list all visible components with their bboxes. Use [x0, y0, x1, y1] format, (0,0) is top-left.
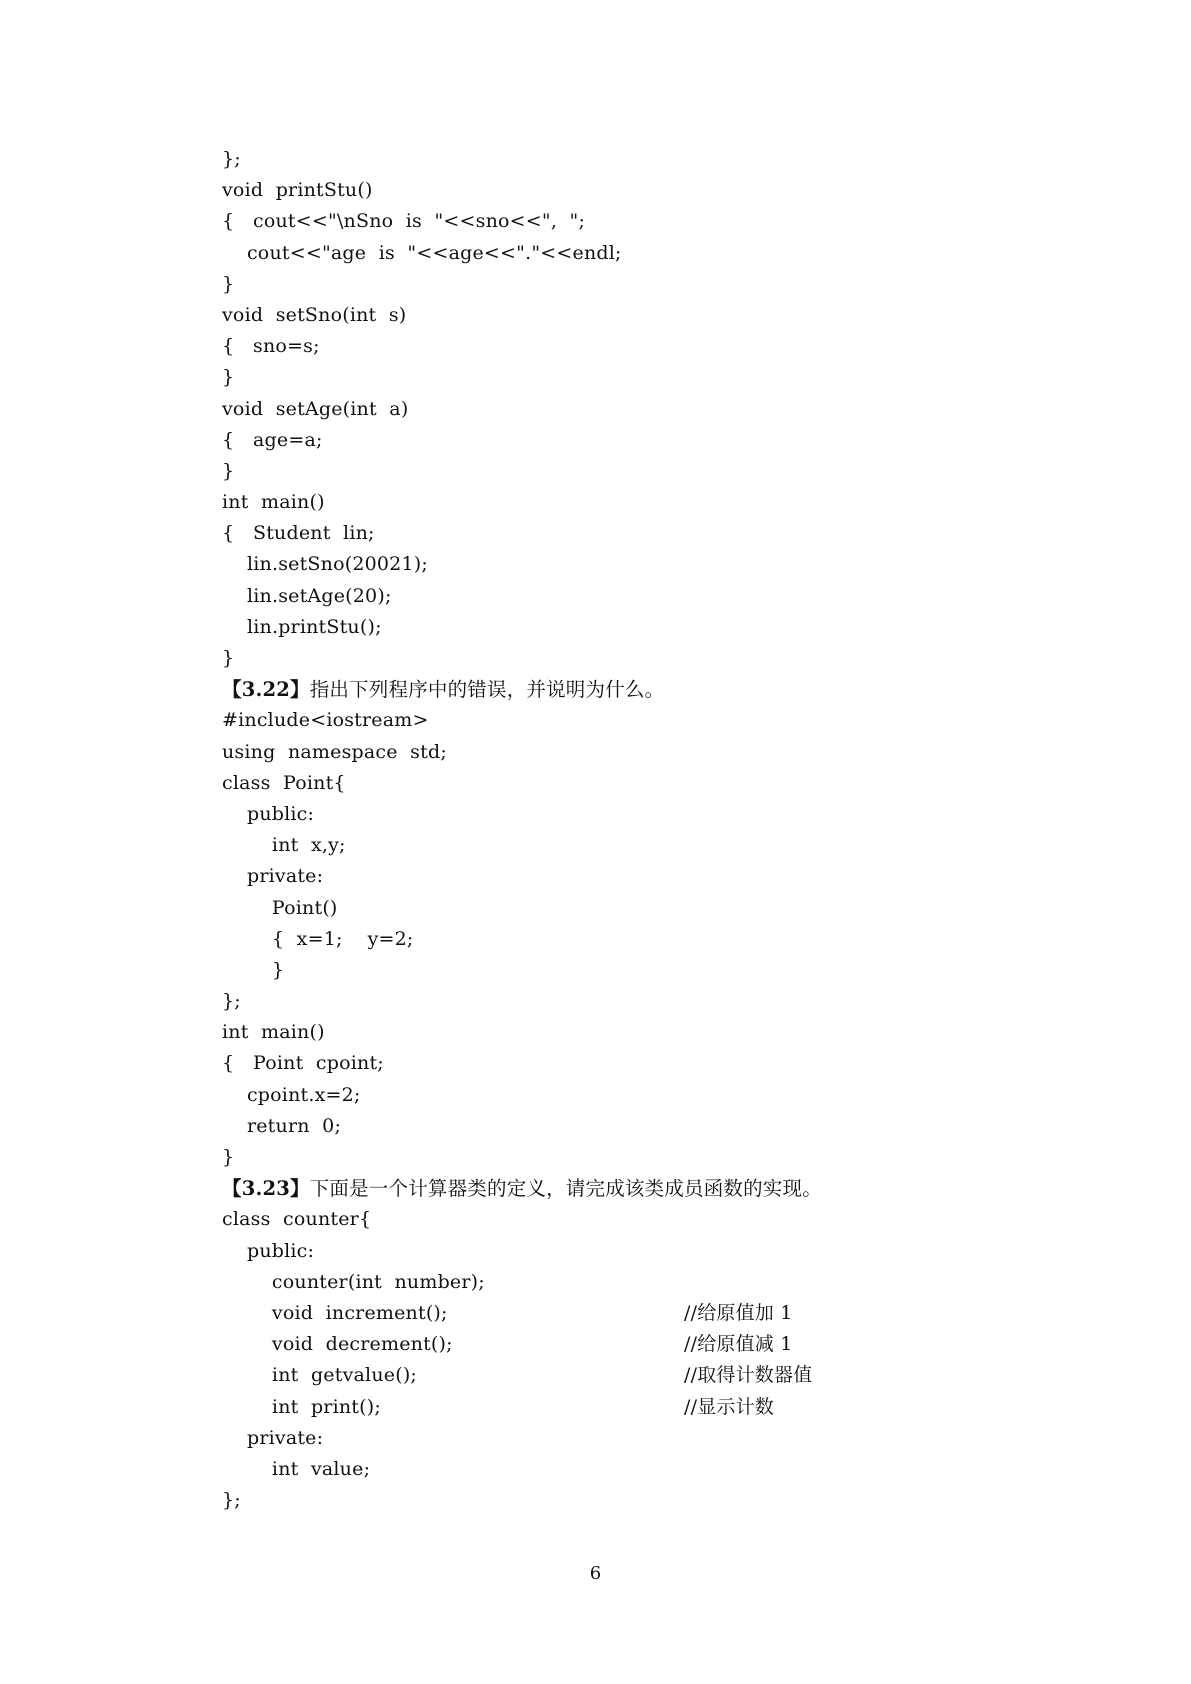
code-line [222, 705, 1082, 736]
code-line [222, 830, 1082, 861]
code-line [222, 175, 1082, 206]
code-text: { x=1; y=2; [222, 927, 414, 950]
code-line [222, 1392, 1082, 1423]
code-comment: //显示计数 [684, 1395, 775, 1418]
exercise-prompt: 下面是一个计算器类的定义，请完成该类成员函数的实现。 [309, 1177, 822, 1201]
code-text: using namespace std; [222, 740, 447, 763]
code-text: #include<iostream> [222, 709, 429, 732]
code-text: { age=a; [222, 428, 323, 451]
code-text: private: [222, 1426, 324, 1449]
code-text: } [222, 1146, 235, 1168]
code-text: void decrement(); [222, 1333, 453, 1356]
code-line [222, 861, 1082, 892]
code-line [222, 1485, 1082, 1516]
code-text: void printStu() [222, 179, 373, 202]
code-text: int main() [222, 1021, 325, 1044]
code-line [222, 893, 1082, 924]
code-line [222, 1111, 1082, 1142]
code-text: class Point{ [222, 771, 346, 794]
code-line [222, 456, 1082, 487]
code-text: cout<<"age is "<<age<<"."<<endl; [222, 241, 622, 264]
code-text: { sno=s; [222, 335, 320, 358]
code-line [222, 581, 1082, 612]
code-text: int main() [222, 491, 325, 514]
code-line [222, 1360, 1082, 1391]
code-text: { Point cpoint; [222, 1052, 384, 1075]
code-text: void setAge(int a) [222, 397, 409, 420]
code-text: }; [222, 1489, 241, 1512]
code-line [222, 1236, 1082, 1267]
code-line [222, 238, 1082, 269]
code-line [222, 1267, 1082, 1298]
code-listing [222, 144, 1082, 1516]
code-text: lin.setSno(20021); [222, 553, 428, 576]
code-line [222, 518, 1082, 549]
code-line [222, 799, 1082, 830]
code-text: private: [222, 865, 324, 888]
code-line [222, 1204, 1082, 1235]
code-text: int x,y; [222, 834, 346, 857]
exercise-number: 【3.22】 [222, 678, 310, 702]
code-text: } [222, 272, 235, 295]
code-line [222, 549, 1082, 580]
code-line [222, 206, 1082, 237]
code-text: { cout<<"\nSno is "<<sno<<", "; [222, 210, 586, 233]
code-line [222, 1142, 1082, 1173]
code-text: public: [222, 802, 315, 825]
code-line [222, 768, 1082, 799]
code-text: } [222, 647, 235, 669]
code-text: class counter{ [222, 1208, 372, 1231]
code-text: int value; [222, 1457, 371, 1480]
code-comment: //给原值减 1 [684, 1333, 793, 1356]
code-line [222, 144, 1082, 175]
code-line [222, 643, 1082, 674]
code-text: } [222, 366, 235, 389]
code-line [222, 300, 1082, 331]
exercise-number: 【3.23】 [222, 1177, 310, 1201]
code-text: }; [222, 990, 241, 1013]
code-comment: //取得计数器值 [684, 1364, 813, 1387]
exercise-heading [222, 1173, 1082, 1204]
code-comment: //给原值加 1 [684, 1301, 793, 1324]
code-line [222, 955, 1082, 986]
code-text: { Student lin; [222, 522, 375, 545]
code-line [222, 1048, 1082, 1079]
code-text: lin.printStu(); [222, 615, 382, 638]
code-text: void setSno(int s) [222, 303, 407, 326]
code-line [222, 737, 1082, 768]
code-text: void increment(); [222, 1301, 448, 1324]
code-text: }; [222, 148, 241, 170]
code-line [222, 612, 1082, 643]
code-line [222, 1298, 1082, 1329]
code-text: cpoint.x=2; [222, 1083, 361, 1106]
code-line [222, 924, 1082, 955]
code-line [222, 986, 1082, 1017]
code-text: int getvalue(); [222, 1364, 418, 1387]
code-line [222, 1329, 1082, 1360]
code-line [222, 425, 1082, 456]
code-text: public: [222, 1239, 315, 1262]
code-text: int print(); [222, 1395, 381, 1418]
code-line [222, 362, 1082, 393]
code-line [222, 331, 1082, 362]
code-line [222, 1080, 1082, 1111]
code-line [222, 269, 1082, 300]
code-text: Point() [222, 896, 338, 919]
code-text: counter(int number); [222, 1270, 485, 1293]
code-text: return 0; [222, 1114, 342, 1137]
exercise-prompt: 指出下列程序中的错误，并说明为什么。 [309, 678, 665, 702]
code-line [222, 1017, 1082, 1048]
code-text: } [222, 459, 235, 482]
code-text: } [222, 958, 285, 981]
page-number: 6 [589, 1563, 602, 1584]
code-text: lin.setAge(20); [222, 584, 392, 607]
code-line [222, 1454, 1082, 1485]
code-line [222, 487, 1082, 518]
code-line [222, 394, 1082, 425]
exercise-heading [222, 674, 1082, 705]
code-line [222, 1423, 1082, 1454]
